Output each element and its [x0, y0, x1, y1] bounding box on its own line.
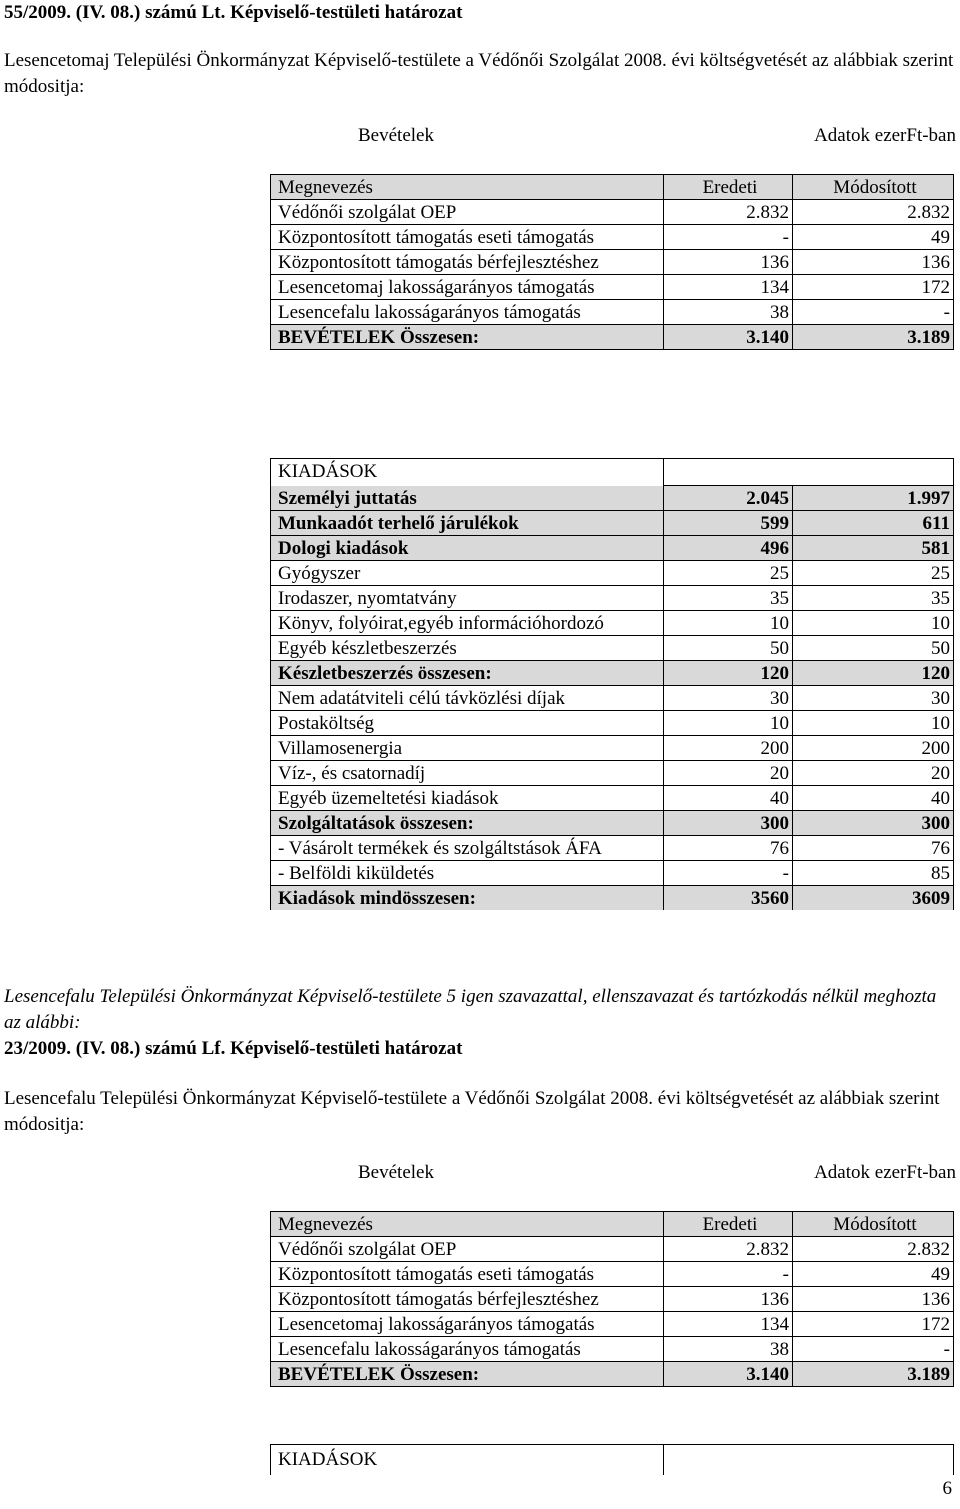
- table-row: [271, 250, 954, 275]
- row-label: Lesencefalu lakosságarányos támogatás: [271, 1337, 664, 1362]
- original-value: 2.045: [664, 486, 793, 511]
- row-label: Egyéb készletbeszerzés: [271, 636, 664, 661]
- modified-value: 20: [793, 761, 954, 786]
- revenue-caption: Bevételek: [358, 1162, 434, 1183]
- table-row: [271, 536, 954, 561]
- table-row: [271, 225, 954, 250]
- expense-heading-row: [271, 459, 954, 486]
- modified-value: 611: [793, 511, 954, 536]
- modified-value: 3.189: [793, 1362, 954, 1387]
- original-value: 35: [664, 586, 793, 611]
- table-row: [271, 1337, 954, 1362]
- row-label: Munkaadót terhelő járulékok: [271, 511, 664, 536]
- expense-heading: KIADÁSOK: [271, 1445, 664, 1476]
- modified-value: 3609: [793, 886, 954, 911]
- row-label: Nem adatátviteli célú távközlési díjak: [271, 686, 664, 711]
- original-value: 30: [664, 686, 793, 711]
- table-row: [271, 786, 954, 811]
- total-row: [271, 1362, 954, 1387]
- table-row: [271, 736, 954, 761]
- resolution-intro: Lesencetomaj Települési Önkormányzat Képviselő-testülete a Védőnői Szolgálat 2008. évi költségvetését az alábbiak szerint módositja:: [4, 50, 954, 97]
- expense-table: [270, 458, 954, 910]
- row-label: Központosított támogatás bérfejlesztéshez: [271, 1287, 664, 1312]
- header-cell: Eredeti: [664, 175, 793, 200]
- table-row: [271, 275, 954, 300]
- row-label: Egyéb üzemeltetési kiadások: [271, 786, 664, 811]
- heading-spacer: [664, 459, 954, 486]
- row-label: BEVÉTELEK Összesen:: [271, 1362, 664, 1387]
- table-row: [271, 300, 954, 325]
- row-label: - Vásárolt termékek és szolgáltstások ÁFA: [271, 836, 664, 861]
- original-value: 3560: [664, 886, 793, 911]
- revenue-table: [270, 174, 954, 350]
- expense-table: [270, 1444, 954, 1475]
- row-label: Irodaszer, nyomtatvány: [271, 586, 664, 611]
- table-row: [271, 561, 954, 586]
- modified-value: 136: [793, 1287, 954, 1312]
- table-row: [271, 200, 954, 225]
- original-value: -: [664, 1262, 793, 1287]
- revenue-caption: Bevételek: [358, 125, 434, 146]
- resolution-title: 55/2009. (IV. 08.) számú Lt. Képviselő-testületi határozat: [4, 2, 463, 23]
- modified-value: 76: [793, 836, 954, 861]
- original-value: -: [664, 861, 793, 886]
- table-row: [271, 861, 954, 886]
- table-row: [271, 761, 954, 786]
- original-value: 136: [664, 250, 793, 275]
- row-label: Készletbeszerzés összesen:: [271, 661, 664, 686]
- modified-value: 2.832: [793, 1237, 954, 1262]
- row-label: Védőnői szolgálat OEP: [271, 1237, 664, 1262]
- row-label: Könyv, folyóirat,egyéb információhordozó: [271, 611, 664, 636]
- modified-value: -: [793, 1337, 954, 1362]
- modified-value: 120: [793, 661, 954, 686]
- original-value: 599: [664, 511, 793, 536]
- table-row: [271, 1312, 954, 1337]
- resolution-intro: Lesencefalu Települési Önkormányzat Képviselő-testülete a Védőnői Szolgálat 2008. évi költségvetését az alábbiak szerint módositja:: [4, 1088, 940, 1135]
- original-value: 25: [664, 561, 793, 586]
- table-row: [271, 711, 954, 736]
- modified-value: 1.997: [793, 486, 954, 511]
- modified-value: 10: [793, 711, 954, 736]
- original-value: -: [664, 225, 793, 250]
- row-label: Villamosenergia: [271, 736, 664, 761]
- table-header-row: [271, 175, 954, 200]
- original-value: 20: [664, 761, 793, 786]
- table-row: [271, 1262, 954, 1287]
- original-value: 10: [664, 611, 793, 636]
- row-label: Lesencetomaj lakosságarányos támogatás: [271, 275, 664, 300]
- vote-note: Lesencefalu Települési Önkormányzat Képviselő-testülete 5 igen szavazattal, ellenszavazat és tartózkodás nélkül meghozta az alábbi:: [4, 986, 937, 1033]
- header-cell: Módosított: [793, 175, 954, 200]
- modified-value: 200: [793, 736, 954, 761]
- row-label: Postaköltség: [271, 711, 664, 736]
- modified-value: 2.832: [793, 200, 954, 225]
- expense-heading: KIADÁSOK: [271, 459, 664, 486]
- original-value: 496: [664, 536, 793, 561]
- modified-value: 172: [793, 1312, 954, 1337]
- subtotal-row: [271, 811, 954, 836]
- total-row: [271, 886, 954, 911]
- modified-value: -: [793, 300, 954, 325]
- original-value: 38: [664, 300, 793, 325]
- original-value: 134: [664, 275, 793, 300]
- header-cell: Eredeti: [664, 1212, 793, 1237]
- row-label: Személyi juttatás: [271, 486, 664, 511]
- original-value: 76: [664, 836, 793, 861]
- row-label: - Belföldi kiküldetés: [271, 861, 664, 886]
- original-value: 2.832: [664, 200, 793, 225]
- modified-value: 581: [793, 536, 954, 561]
- page-number: 6: [942, 1478, 952, 1499]
- modified-value: 49: [793, 225, 954, 250]
- modified-value: 35: [793, 586, 954, 611]
- table-row: [271, 836, 954, 861]
- row-label: Szolgáltatások összesen:: [271, 811, 664, 836]
- resolution-title: 23/2009. (IV. 08.) számú Lf. Képviselő-testületi határozat: [4, 1038, 463, 1059]
- row-label: BEVÉTELEK Összesen:: [271, 325, 664, 350]
- row-label: Központosított támogatás bérfejlesztéshez: [271, 250, 664, 275]
- modified-value: 40: [793, 786, 954, 811]
- row-label: Központosított támogatás eseti támogatás: [271, 225, 664, 250]
- row-label: Kiadások mindösszesen:: [271, 886, 664, 911]
- modified-value: 30: [793, 686, 954, 711]
- subtotal-row: [271, 661, 954, 686]
- row-label: Dologi kiadások: [271, 536, 664, 561]
- row-label: Központosított támogatás eseti támogatás: [271, 1262, 664, 1287]
- row-label: Lesencetomaj lakosságarányos támogatás: [271, 1312, 664, 1337]
- original-value: 3.140: [664, 325, 793, 350]
- table-row: [271, 1237, 954, 1262]
- original-value: 50: [664, 636, 793, 661]
- modified-value: 172: [793, 275, 954, 300]
- header-cell: Módosított: [793, 1212, 954, 1237]
- header-cell: Megnevezés: [271, 1212, 664, 1237]
- table-row: [271, 486, 954, 511]
- table-row: [271, 586, 954, 611]
- original-value: 120: [664, 661, 793, 686]
- modified-value: 25: [793, 561, 954, 586]
- modified-value: 50: [793, 636, 954, 661]
- original-value: 136: [664, 1287, 793, 1312]
- modified-value: 85: [793, 861, 954, 886]
- header-cell: Megnevezés: [271, 175, 664, 200]
- unit-caption: Adatok ezerFt-ban: [814, 1162, 956, 1183]
- table-row: [271, 636, 954, 661]
- modified-value: 3.189: [793, 325, 954, 350]
- modified-value: 136: [793, 250, 954, 275]
- row-label: Víz-, és csatornadíj: [271, 761, 664, 786]
- original-value: 3.140: [664, 1362, 793, 1387]
- modified-value: 49: [793, 1262, 954, 1287]
- table-row: [271, 611, 954, 636]
- table-row: [271, 511, 954, 536]
- modified-value: 10: [793, 611, 954, 636]
- row-label: Védőnői szolgálat OEP: [271, 200, 664, 225]
- original-value: 2.832: [664, 1237, 793, 1262]
- original-value: 38: [664, 1337, 793, 1362]
- unit-caption: Adatok ezerFt-ban: [814, 125, 956, 146]
- row-label: Gyógyszer: [271, 561, 664, 586]
- original-value: 200: [664, 736, 793, 761]
- original-value: 10: [664, 711, 793, 736]
- modified-value: 300: [793, 811, 954, 836]
- original-value: 40: [664, 786, 793, 811]
- original-value: 300: [664, 811, 793, 836]
- total-row: [271, 325, 954, 350]
- expense-heading-row: [271, 1445, 954, 1476]
- original-value: 134: [664, 1312, 793, 1337]
- heading-spacer: [664, 1445, 954, 1476]
- table-row: [271, 1287, 954, 1312]
- table-row: [271, 686, 954, 711]
- table-header-row: [271, 1212, 954, 1237]
- row-label: Lesencefalu lakosságarányos támogatás: [271, 300, 664, 325]
- revenue-table: [270, 1211, 954, 1387]
